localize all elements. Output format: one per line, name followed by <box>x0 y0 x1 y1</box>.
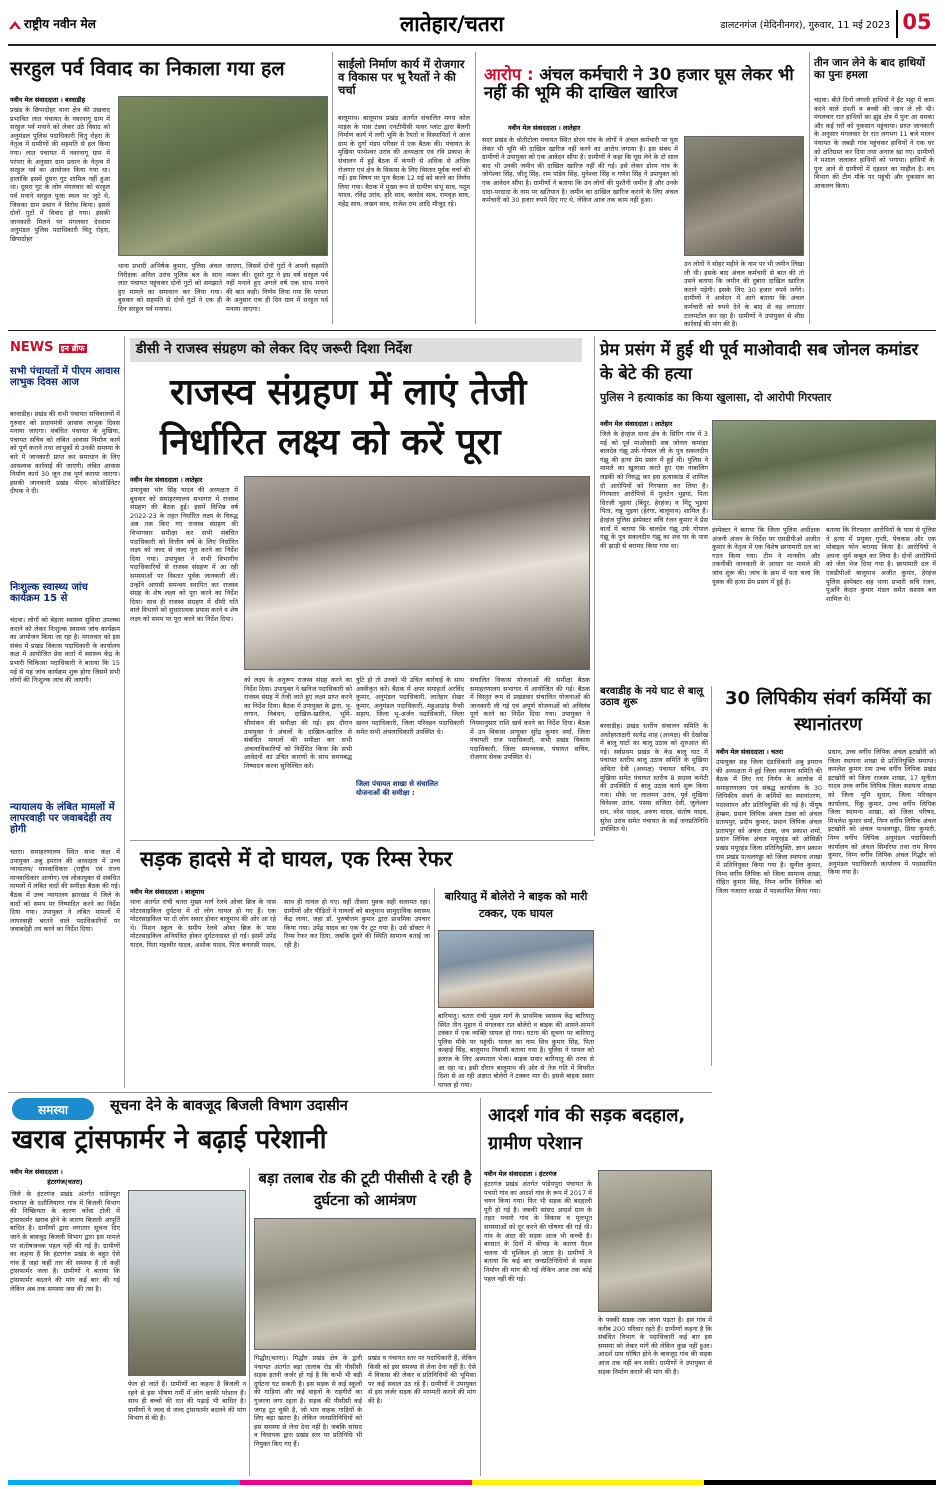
brand-logo-icon <box>8 16 22 28</box>
body-text-col2: प्रखंड व पंचायत स्तर पर पदाधिकारी हैं, लेकिन किसी को इस समस्या से लेना देना नहीं है। ऐसे में विकास की लेकर व प्रतिनिधियों की भूमिका पर कई सवाल उठ रहे हैं। ग्रामीणों ने उपायुक्त से इस जर्जर सड़क की मरम्मती कराने की मांग की है। <box>368 1354 476 1405</box>
article-bribe <box>480 52 806 329</box>
dateline: नवीन मेल संवाददाता । <box>10 1168 63 1176</box>
brief-body-2: चंदवा। लोगों को बेहतर स्वास्थ्य सुविधा उपलब्ध कराने को लेकर निःशुल्क स्वास्थ्य जांच कार्यक्रम का आयोजन किया जा रहा है। मंगलवार को इस संबंध में प्रखंड विकास पदाधिकारी के कार्यालय कक्ष में आयोजित प्रेस वार्ता में स्वास्थ्य केंद्र के प्रभारी चिकित्सा पदाधिकारी ने बताया कि 15 मई से यह जांच कार्यक्रम शुरू होगा जिसमें सभी लोगों की निःशुल्क जांच की जाएगी। <box>10 616 120 685</box>
headline: साईंलो निर्माण कार्य में रोजगार व विकास पर भू रैयतों ने की चर्चा <box>338 57 465 97</box>
page-number: 05 <box>896 10 936 38</box>
dateline: नवीन मेल संवाददाता । चतरा <box>716 748 784 756</box>
news-in-brief <box>10 336 120 1086</box>
dateline: नवीन मेल संवाददाता । लातेहार <box>600 420 673 428</box>
section-title: लातेहार/चतरा <box>400 12 504 36</box>
body-text-col2: प्रधान, उच्च वर्गीय लिपिक अंचल इटखोरी को जिला स्थापना शाखा से प्रतिनियुक्ति समाप्त। कमलेश कुमार राम उच्च वर्गीय लिपिक प्रखंड इटखोरी को जिला राजस्व शाखा, 17 सुनीता यादव उच्च वर्गीय लिपिक जिला स्थापना शाखा को जिला भूमि सुधार, जिला परिवहन कार्यालय, रिंकू कुमार, उच्च वर्गीय लिपिक जिला स्थापना शाखा, को जिला परिषद, मिथलेश कुमार वर्मा, निम्न वर्गीय लिपिक अंचल इटखोरी को अंचल पत्थलगड्डा, प्रिया कुमारी, निम्न वर्गीय लिपिक अनुमंडल पदाधिकारी कार्यालय को अंचल सिमरिया तथा राम विनय कुमार, निम्न वर्गीय लिपिक अंचल गिद्धौर को अनुमंडल पदाधिकारी कार्यालय में पदस्थापित किया गया है। <box>828 748 936 877</box>
col-divider <box>594 336 595 836</box>
brand-name: राष्ट्रीय नवीन मेल <box>24 17 96 31</box>
article-model-village <box>484 1098 712 1476</box>
headline: बारियातु में बोलेरो ने बाइक को मारी टक्कर, एक घायल <box>444 890 588 920</box>
article-elephants <box>812 52 936 324</box>
headline: सरहुल पर्व विवाद का निकाला गया हल <box>10 57 285 80</box>
photo-villagers <box>118 96 328 256</box>
photo-meeting <box>244 476 590 670</box>
headline <box>484 66 804 116</box>
lead-headline-1: राजस्व संग्रहण में लाएं तेजी <box>170 372 527 413</box>
brief-body-3: चतरा। समाहरणालय स्थित सभा कक्ष में उपायुक्त अबु इमरान की अध्यक्षता में उच्च न्यायालय/ मानवाधिकार (राष्ट्रीय एवं राज्य मानवाधिकार आयोग) एवं लोकायुक्त से संबंधित मामलों में लंबित वादों की समीक्षा बैठक की गई। बैठक में उच्च न्यायालय झारखंड में जिले के वादों को समय पर निष्पादित करने का निर्देश दिया गया। उपायुक्त ने लंबित मामलों में लापरवाही बरतने वाले पदाधिकारियों पर जवाबदेही तय करने का निर्देश दिया। <box>10 848 120 934</box>
col-divider <box>249 1168 250 1476</box>
problem-label <box>12 1098 94 1120</box>
lead-dateline: नवीन मेल संवाददाता । लातेहार <box>130 476 203 484</box>
body-text: जिले के हंटरगंज प्रखंड अंतर्गत पांडेयपुरा पंचायत के दशौलियागर गांव में बिजली विभाग की निष्क्रियता के कारण कोंवा टोली में ट्रांसफार्मर खराब होने के कारण बिजली आपूर्ति बाधित है। ग्रामीणों द्वारा लगातार सूचना दिए जाने के बावजूद बिजली विभाग द्वारा इस मामले पर संतोषजनक पहल नहीं की गई है। ग्रामीणों का कहना है कि हंटरगंज प्रखंड के बहुत ऐसे गांव हैं जहां कहीं तार की समस्या है तो कहीं ट्रांसफार्मर जला है। ग्रामीणों ने बताया कि ट्रांसफार्मर बदलने की मांग कई बार की गई लेकिन अब तक समस्या जस की तस है। <box>10 1190 120 1293</box>
body-text: गिद्धौर(चतरा)। गिद्धौर प्रखंड क्षेत्र के द्वारी पंचायत अंतर्गत बड़ा तालाब रोड की पीसीसी सड़क इतनी जर्जर हो गई है कि कभी भी बड़ी दुर्घटना घट सकती है। इस सड़क से कई स्कूलों की गाड़ियां और कई वाहनों के राहगीरों का गुजरना लगा रहता है। सड़क की पीसीसी कई जगह टूट चुकी है, जो भार वाहक गाड़ियों के लिए बड़ा खतरा है। लेकिन जनप्रतिनिधियों को इस समस्या से लेना देना नहीं है। जबकि सांसद व विधायक द्वारा प्रखंड स्तर पर प्रतिनिधि भी नियुक्त किए गए हैं। <box>254 1354 362 1448</box>
photo-police-press <box>712 420 936 520</box>
body-text-col3: जाएगा, जिसमें दोनों गुटों ने अपनी सहमति व्यक्त की। दूसरे गुट ने इस वर्ष सरहुल पर्व नहीं मनाने हुए अगले वर्ष एक साथ मनाने की बात कही। निर्णय लिया गया कि परंपरा के अनुसार एक ही दिन ग्राम में सरहुल पर्व मनाया जाएगा। <box>226 262 328 313</box>
body-text: सदर प्रखंड के धोतीटोला पंचायत स्थित डोरम गांव के लोगों ने अंचल कर्मचारी पर घूस लेकर भी भूमि की दाखिल खारिज नहीं करने का आरोप लगाया है। इस संबंध में ग्रामीणों ने उपायुक्त को एक आवेदन सौंपा है। ग्रामीणों ने कहा कि घूस लेने के दो साल बाद भी उनकी जमीन की दाखिल खारिज नहीं की गई। इसे लेकर डोरम गांव के जोगेश्वर सिंह, जीतू सिंह, राम पांडेय सिंह, मुनेश्वर सिंह व गणेश सिंह ने उपायुक्त को एक आवेदन सौंपा है। ग्रामीणों ने बताया कि उन लोगों की पुश्तैनी जमीन है और उनके दादा-परदादा के नाम पर खतियान है। जमीन का दाखिल खारिज कराने के लिए अंचल कर्मचारी को 30 हजार रुपये दिए गए थे, लेकिन आज तक काम नहीं हुआ। <box>482 136 678 205</box>
col-divider <box>809 52 810 324</box>
col-divider <box>480 1098 481 1476</box>
logo-news: NEWS <box>10 340 54 355</box>
body-text-col3: बताया कि गिरफ्तार आरोपियों के पास से पुलिस ने हत्या में प्रयुक्त गुप्ती, पेचकस और एक मोबाइल फोन बरामद किया है। आरोपियों ने अपना जुर्म कबूल कर लिया है। दोनों आरोपियों को जेल भेज दिया गया है। छापामारी दल में एसडीपीओ बालूमाथ अजीत कुमार, हेरहंज पुलिस इंस्पेक्टर सह थाना प्रभारी सचि रंजन, पुअनि केदार कुमार मंडल समेत सशस्त्र बल शामिल थे। <box>826 526 936 603</box>
article-sarhul <box>10 52 328 324</box>
headline: प्रेम प्रसंग में हुई थी पूर्व माओवादी सब जोनल कमांडर के बेटे की हत्या <box>600 340 919 383</box>
body-text: हंटरगंज प्रखंड अंतर्गत पांडेयपुरा पंचायत के पचमो गांव का आदर्श गांव के रूप में 2017 में चयन किया गया। फिर भी सड़क की बदहाली पूरी हो गई है। जबकी सांसद आदर्श ग्राम के तहत पचमो गांव के विकास व मूलभूत समस्याओं को दूर करने की घोषणा की गई थी। गांव के अंदर की सड़क आज भी कच्ची है। बरसात के दिनों में कीचड़ के कारण पैदल चलना भी मुश्किल हो जाता है। ग्रामीणों ने बताया कि कई बार जनप्रतिनिधियों से सड़क निर्माण की मांग की गई लेकिन आज तक कोई पहल नहीं की गई। <box>484 1180 592 1283</box>
brief-title-2: निःशुल्क स्वास्थ्य जांच कार्यक्रम 15 से <box>10 582 88 605</box>
photo-villagers-office <box>684 136 804 256</box>
brief-title-3: न्यायालय के लंबित मामलों में लापरवाही पर जवाबदेही तय होगी <box>10 802 115 836</box>
lead-headline-2: निर्धारित लक्ष्य को करें पूरा <box>160 422 501 463</box>
body-text: बारियातु। चतरा रांची मुख्य मार्ग के प्राथमिक स्वास्थ्य केंद्र बारियातु स्थित तीन मुहान में मंगलवार रात बोलेरो व बाइक की आमने-सामने टक्कर में एक व्यक्ति घायल हो गया। घटना की सूचना पर बारियातु पुलिस मौके पर पहुंची। घायल का नाम शिव कुमार सिंह, पिता कन्हाई सिंह, बालूमाथ निवासी बताया गया है। पुलिस ने घायल को इलाज के लिए अस्पताल भेजा। बाइक सवार बारियातु की तरफ से आ रहा था। इसी दौरान बालूमाथ की ओर से तेज गति में विपरीत दिशा से आ रही अज्ञात बोलेरो ने टक्कर मार दी। इससे बाइक सवार घायल हो गया। <box>438 1012 594 1089</box>
place: हंटरगंज(चतरा) <box>47 1178 83 1186</box>
news-logo <box>10 336 120 362</box>
lead-subhead: जिला पंचायत शाखा से संचालित योजनाओं की समीक्षा : <box>356 780 438 797</box>
section-rule <box>8 330 936 331</box>
article-silo <box>336 52 472 324</box>
body-text: चंदवा। बीते दिनों जंगली हाथियों ने ईंट भट्ठा में काम करने वाले दंपती व बच्ची की जान ले ली थी। मंगलवार रात हाथियों का झुंड क्षेत्र में पुनः आ धमका और कई घरों को नुकसान पहुंचाया। प्राप्त जानकारी के अनुसार मंगलवार देर रात लगभग 11 बजे मालन पंचायत के जबड़ी गांव पहुंचकर हाथियों ने एक घर को क्षतिग्रस्त कर दिया तथा अनाज खा गए। ग्रामीणों ने मशाल जलाकर हाथियों को भगाया। हाथियों के पुनः आने से ग्रामीणों में दहशत का माहौल है। वन विभाग की टीम मौके पर पहुंची और नुकसान का आकलन किया। <box>814 96 934 190</box>
photo-transformer <box>128 1190 246 1376</box>
body-text: बरवाडीह। प्रखंड स्तरीय संचालन समिति के अधोहस्ताक्षरी सत्येंद्र शाह (अध्यक्ष) की देखरेख में बालू घाटों का बालू उठाव को शुरुआत की गई। सर्वप्रथम प्रखंड के केड बालू घाट में पंचायत स्तरीय बालू उठाव समिति के मुखिया अविता देवी (अध्यक्ष) पंचायत सचिव, उप मुखिया समेत पंचायत स्तरीय 8 सदस्य कमेटी की उपस्थिति में बालू उठाव कार्य शुरू किया गया। मौके पर लालमन उरांव, पूर्व मुखिया विनेश्वर उरांव, पंसस संजिता देवी, जुलेश्वर राम, नरेश यादव, अरुण यादव, संतोष यादव, सुरेश उरांव समेत पंचायत के कई जनप्रतिनिधि उपस्थित थे। <box>600 722 708 834</box>
article-sand-ghat <box>600 686 708 1066</box>
registration-bar <box>8 1480 936 1485</box>
article-transformer <box>10 1168 246 1476</box>
dateline: नवीन मेल संवाददाता । हंटरगंज <box>484 1170 557 1178</box>
body-text-col2: उन लोगों ने सोहर महीने के नाम पर भी जमीन लिखा ली थी। इसके बाद अंचल कर्मचारी से बात की तो उसने बताया कि जमीन की दुबारा दाखिल खारिज कराने पड़ेगी। इसके लिए 30 हजार रुपये लगेंगे। ग्रामीणों ने आवेदन में आगे बताया कि अंचल कर्मचारी को रुपये देने के बाद से वह लगातार टालमटोल कर रहा है। ग्रामीणों ने उपायुक्त से शीघ्र कार्रवाई की मांग की है। <box>684 260 804 329</box>
col-divider <box>475 52 476 324</box>
dateline: डालटनगंज (मेदिनीनगर), गुरुवार, 11 मई 2023 <box>720 20 890 31</box>
headline-text: अंचल कर्मचारी ने 30 हजार घूस लेकर भी नहीं की भूमि की दाखिल खारिज <box>484 65 794 103</box>
dateline: नवीन मेल संवाददाता । बालूमाथ <box>130 888 205 896</box>
label-text: समस्या <box>37 1103 69 1117</box>
accident-headline: सड़क हादसे में दो घायल, एक रिम्स रेफर <box>140 847 453 871</box>
masthead <box>0 0 945 46</box>
body-text: बालूमाथ। बालूमाथ प्रखंड अंतर्गत संचालित मगध कोल माइंस के पास टंडवा एनटीपीसी पावर प्लांट द्वारा बैलगी निर्माण कार्य में लगी भूमि के रैयतों व विस्थापितों ने आज ग्राम के दुर्गा मंडप परिसर में एक बैठक की। पंचायत के मुखिया परमेश्वर उरांव की अध्यक्षता एवं रवि प्रकाश के संचालन में हुई बैठक में कंपनी से अधिक से अधिक रोजगार एवं क्षेत्र के विकास के लिए विस्तार पूर्वक चर्चा की गई। इस विषय पर पुनः बैठक 12 मई को करने का निर्णय लिया गया। बैठक में मुख्य रूप से ग्रामीण संभू साव, पदुम यादव, रविंद्र उरांव, हरि साव, बलदेव साव, रामवृक्ष साव, महेंद्र साव, लखन साव, राजेश राम आदि मौजूद रहे। <box>338 114 470 208</box>
article-maoist <box>600 336 936 680</box>
problem-headline: खराब ट्रांसफार्मर ने बढ़ाई परेशानी <box>12 1125 327 1155</box>
article-pcc <box>254 1168 476 1476</box>
headline: बड़ा तलाब रोड की टूटी पीसीसी दे रही है दुर्घटना को आमंत्रण <box>258 1171 472 1209</box>
deck: पुलिस ने हत्याकांड का किया खुलासा, दो आरोपी गिरफ्तार <box>600 391 832 404</box>
brief-body-1: बरवाडीह। प्रखंड की सभी पंचायत सचिवालयों में गुरुवार को प्रधानमंत्री आवास लाभुक दिवस मनाया जाएगा। संबंधित पंचायत के मुखिया, पंचायत सचिव को लंबित आवास निर्माण कार्य को पूर्ण कराने तथा लाभुकों से उनकी समस्या के बारे में जानकारी प्राप्त कर समाधान के लिए आवश्यक कार्रवाई की जाएगी। लंबित आवास निर्माण कार्य 30 जून तक पूर्ण कराया जाएगा। इसकी जानकारी प्रखंड पीएम कोऑर्डिनेटर दीपक ने दी। <box>10 410 120 496</box>
article-transfer <box>716 686 936 1376</box>
photo-broken-road <box>254 1218 476 1350</box>
lead-body: उपायुक्त भोर सिंह यादव की अध्यक्षता में बुधवार को समाहरणालय सभागार में राजस्व संग्रहण की बैठक हुई। इसमें विभिन्न वर्ष 2022-23 के तहत निर्धारित लक्ष्य के विरुद्ध अब तक किए गए राजस्व संग्रहण की विभागवार समीक्षा कर सभी संबंधित पदाधिकारी को वित्तीय वर्ष के लिए निर्धारित लक्ष्य को जल्द से जल्द पूरा करने का निर्देश दिया गया। उपायुक्त ने सभी विभागीय पदाधिकारियों से राजस्व संग्रहण में आ रही समस्याओं पर विस्तार पूर्वक जानकारी ली। उन्होंने आपसी समन्वय स्थापित कर राजस्व संग्रह के शेष लक्ष्य को पूरा करने का निर्देश दिया। साथ ही राजस्व संग्रहण में धीमी गति वाले विभागों को सुधारात्मक प्रयास करने व शेष लक्ष्य को समय पर पूरा करने का निर्देश दिया। <box>130 486 238 623</box>
body-text-col2: के पक्की सड़क तक जाना पड़ता है। इस गांव में करीब 200 परिवार रहते हैं। ग्रामीणों कहना है कि संबंधित विभाग के पदाधिकारी कई बार इस समस्या को लेकर मांगें की लेकिन कुछ नहीं हुआ। आदर्श ग्राम घोषित होने के बावजूद गांव की सड़क आज तक नहीं बन सकी। ग्रामीणों ने उपायुक्त से सड़क निर्माण कराने की मांग की है। <box>598 1316 712 1376</box>
body-text: प्रखंड के छिपादोहर थाना क्षेत्र की उखवाद प्रभावित लात पंचायत के नवरनागू ग्राम में सरहुल पर्व मनाने को लेकर उठे विवाद को अनुमंडल पुलिस पदाधिकारी चितु रोहरा के नेतृत्व में ग्रामीणों की सहमति से हल किया गया। लात पंचायत में नवरनागू ग्राम में परंपरा के अनुसार ग्राम प्रधान के नेतृत्व में सरहुल पर्व का आयोजन किया गया था। हालांकि इसमें दूसरा गुट शामिल नहीं हुआ था। दूसरा गुट के लोग मंगलवार को सरहुल पर्व मनाने सरहुल पूजा स्थल पर जुटे थे, जिसका ग्राम प्रधान ने विरोध किया। इससे दोनों गुटों में विवाद हो गया। इसकी जानकारी मिलने पर मंगलवार देरशाम अनुमंडल पुलिस पदाधिकारी चितु रोहरा, छिपादोहर <box>10 106 110 243</box>
section-rule <box>8 1092 712 1093</box>
lead-body-col3: त्रुटि हो तो उनको भी उचित कार्रवाई के साथ अस्वीकृत करें। बैठक में अपर समाहर्ता अरविंद कुमार, अनुमंडल पदाधिकारी, लातेहार शेखर कुमार, अनुमंडल पदाधिकारी, महुआडांड़ नैन्सी सहाय, जिला भू-अर्जन पदाधिकारी, जिला खनन पदाधिकारी, जिला परिवहन पदाधिकारी समेत सभी अंचलाधिकारी उपस्थित थे। <box>356 676 464 736</box>
headline: बरवाडीह के नये घाट से बालू उठाव शुरू <box>600 686 704 709</box>
col-divider <box>124 336 125 1088</box>
col-divider <box>434 888 435 1086</box>
lead-body-col2: को लक्ष्य के अनुरूप राजस्व संग्रह करने का निर्देश दिया। उपायुक्त ने खनिज पदाधिकारी को राजस्व संग्रह में तेजी लाते हुए लक्ष्य प्राप्त करने का निर्देश दिया। बैठक में उपायुक्त के द्वारा, भू-लगान, निबंधन, दाखिल-खारिज, भूमि-सीमांकन की समीक्षा की गई। इस दौरान उपायुक्त ने अंचलों के दाखिल-खारिज से संबंधित मामलों की समीक्षा कर सभी अंचलाधिकारियों को निर्देशित किया कि सभी आवेदनों का उचित कारणों के साथ समयबद्ध निष्पादन करना सुनिश्चित करें। <box>244 676 352 770</box>
logo-sub: इन ब्रीफ <box>60 344 85 353</box>
headline: 30 लिपिकीय संवर्ग कर्मियों का स्थानांतरण <box>725 688 931 735</box>
kicker: आरोप : <box>484 65 534 84</box>
lead-body-col4: संचालित विकास योजनाओं की समीक्षा बैठक समाहरणालय सभागार में आयोजित की गई। बैठक में विस्तृत रूप से प्रखंडवार संचालित योजनाओं की जानकारी ली गई एवं अपूर्ण योजनाओं को अविलंब पूर्ण करने का निर्देश दिया गया। उपायुक्त ने नियमानुसार राशि खर्च करने का निर्देश दिया। बैठक में उप विकास आयुक्त सुरेंद्र कुमार वर्मा, जिला पंचायती राज पदाधिकारी, सभी प्रखंड विकास पदाधिकारी, जिला समन्वयक, पंचायत सचिव, रोजगार सेवक उपस्थित थे। <box>470 676 590 762</box>
body-text-col2: फेल हो जाते हैं। ग्रामीणों का कहना है बिजली न रहने से इस भीषण गर्मी में लोग काफी परेशान हैं। साथ ही बच्चों की रात की पढ़ाई भी बाधित है। ग्रामीणों ने जल्द से जल्द ट्रांसफार्मर बदलने की मांग विभाग से की है। <box>128 1380 246 1423</box>
lead-kicker-bar <box>130 338 582 362</box>
col-divider <box>332 52 333 324</box>
problem-kicker: सूचना देने के बावजूद बिजली विभाग उदासीन <box>110 1098 348 1114</box>
kicker-text: डीसी ने राजस्व संग्रहण को लेकर दिए जरूरी दिशा निर्देश <box>136 341 412 357</box>
dateline: नवीन मेल संवाददाता । बरवाडीह <box>10 96 85 104</box>
article-accident <box>130 888 430 1086</box>
section-rule <box>130 840 594 841</box>
body-text-col2: इंस्पेक्टर ने बताया कि जिला पुलिस अधीक्षक अंजनी अंजन के निर्देश पर एसडीपीओ अजीत कुमार के नेतृत्व में एक विशेष छापामारी दल का गठन किया गया। टीम ने मानवीय और तकनीकी जानकारी के आधार पर मामले की जांच शुरू की। जांच के क्रम में पता चला कि युवक की हत्या प्रेम प्रसंग में हुई है। <box>712 526 820 586</box>
brief-title-1: सभी पंचायतों में पीएम आवास लाभुक दिवस आज <box>10 366 120 389</box>
photo-village-road <box>598 1170 712 1312</box>
body-text: जिले के हेरहंज थाना क्षेत्र के सिरिंग गांव में 3 मई को पूर्व माओवादी सब जोनल कमांडर बालदेव गंझू उर्फ गोपाल जी के पुत्र सकलदीप गंझू की हत्या प्रेम प्रसंग में हुई थी। पुलिस ने मामले का खुलासा करते हुए एक नाबालिग लड़की को निरुद्ध कर इस हत्याकांड में शामिल दो आरोपियों को गिरफ्तार कर लिया है। गिरफ्तार आरोपियों में पुलटेन भुइयां, पिता धिरजी भुइयां (बिंदुर, हेरहंज) व मिंटू भुइयां पिता, गन्नू भुइयां (हेरंगा, बालूमाथ) शामिल हैं। हेरहंज पुलिस इंस्पेक्टर सचि रंजन कुमार ने प्रेस वार्ता में बताया कि बालदेव गंझू उर्फ गोपाल गंझू के पुत्र सकलदीप गंझू का शव घर के पास की झाड़ी से बरामद किया गया था। <box>600 430 708 550</box>
col-divider <box>711 686 712 1066</box>
headline: आदर्श गांव की सड़क बदहाल, ग्रामीण परेशान <box>488 1105 686 1154</box>
masthead-rule <box>8 44 936 46</box>
article-bariyatu <box>438 888 594 1089</box>
body-text: थाना अंतर्गत रांची चतरा मुख्य मार्ग रेलवे ओवर ब्रिज के पास मोटरसाइकिल दुर्घटना में दो लोग घायल हो गए हैं। एक मोटरसाइकिल पर दो लोग सवार होकर बालूमाथ की ओर आ रहे थे। मिशन स्कूल के समीप रेलवे ओवर ब्रिज के पास मोटरसाइकिल अनियंत्रित होकर दुर्घटनाग्रस्त हो गई। इसमें उपेंद्र यादव, पिता महावीर यादव, अशोक यादव, पिता बनारसी यादव, साथ ही घायल हो गए। वहीं तीसरा युवक सही सलामत रहा। ग्रामीणों और पीड़ितों ने घायलों को बालूमाथ सामुदायिक स्वास्थ्य केंद्र लाया, जहां डॉ. पुरुषोत्तम कुमार द्वारा प्राथमिक उपचार किया गया। उपेंद्र यादव का एक पैर टूट गया है। उसे डॉक्टर ने रिम्स रेफर कर दिया, जबकि दूसरे की स्थिति सामान्य बताई जा रही है। <box>130 898 430 949</box>
body-text: उपायुक्त सह जिला दंडाधिकारी अबु इमरान की अध्यक्षता में हुई जिला स्थापना समिति की बैठक में लिए गए निर्णय के आलोक में समाहरणालय एवं संबद्ध कार्यालय के 30 लिपिकीय संवर्ग के कर्मियों का स्थानांतरण, पदस्थापन और प्रतिनियुक्ति की गई है। पीयूष हेम्ब्रम, प्रधान लिपिक अंचल टंडवा को अंचल प्रतापपुर, प्रदीप कुमार, प्रधान लिपिक अंचल प्रतापपुर को अंचल टंडवा, जय प्रकाश शर्मा, प्रधान लिपिक अंचल मयूरहंड को ओसिक्री प्रखंड मयूरहंड जिला प्रतिनियुक्ति, ज्ञान प्रकाश राय प्रखंड पत्थलगड्डा को जिला स्थापना शाखा में प्रतिनियुक्त किया गया है। सुनील कुमार, निम्न वर्गीय लिपिक को जिला सामान्य शाखा, रोहित कुमार सिंह, निम्न वर्गीय लिपिक को जिला नजारत शाखा में पदस्थापित किया गया। <box>716 758 822 895</box>
dateline: नवीन मेल संवाददाता । लातेहार <box>508 124 581 132</box>
headline: तीन जान लेने के बाद हाथियों का पुनः हमला <box>814 57 925 81</box>
photo-hospital <box>438 930 594 1008</box>
body-text-col2: थाना प्रभारी अभिषेक कुमार, पुलिस अंचल निरीक्षक अनिल उरांव पुलिस बल के साथ लात पंचायत पहुंचकर दोनों गुटों को समझाते हुए मामले का समाधान कर लिया गया। बुधवार को सहमति से दोनों गुटों ने एक ही दिन सरहुल पर्व मनाया। <box>118 262 222 313</box>
